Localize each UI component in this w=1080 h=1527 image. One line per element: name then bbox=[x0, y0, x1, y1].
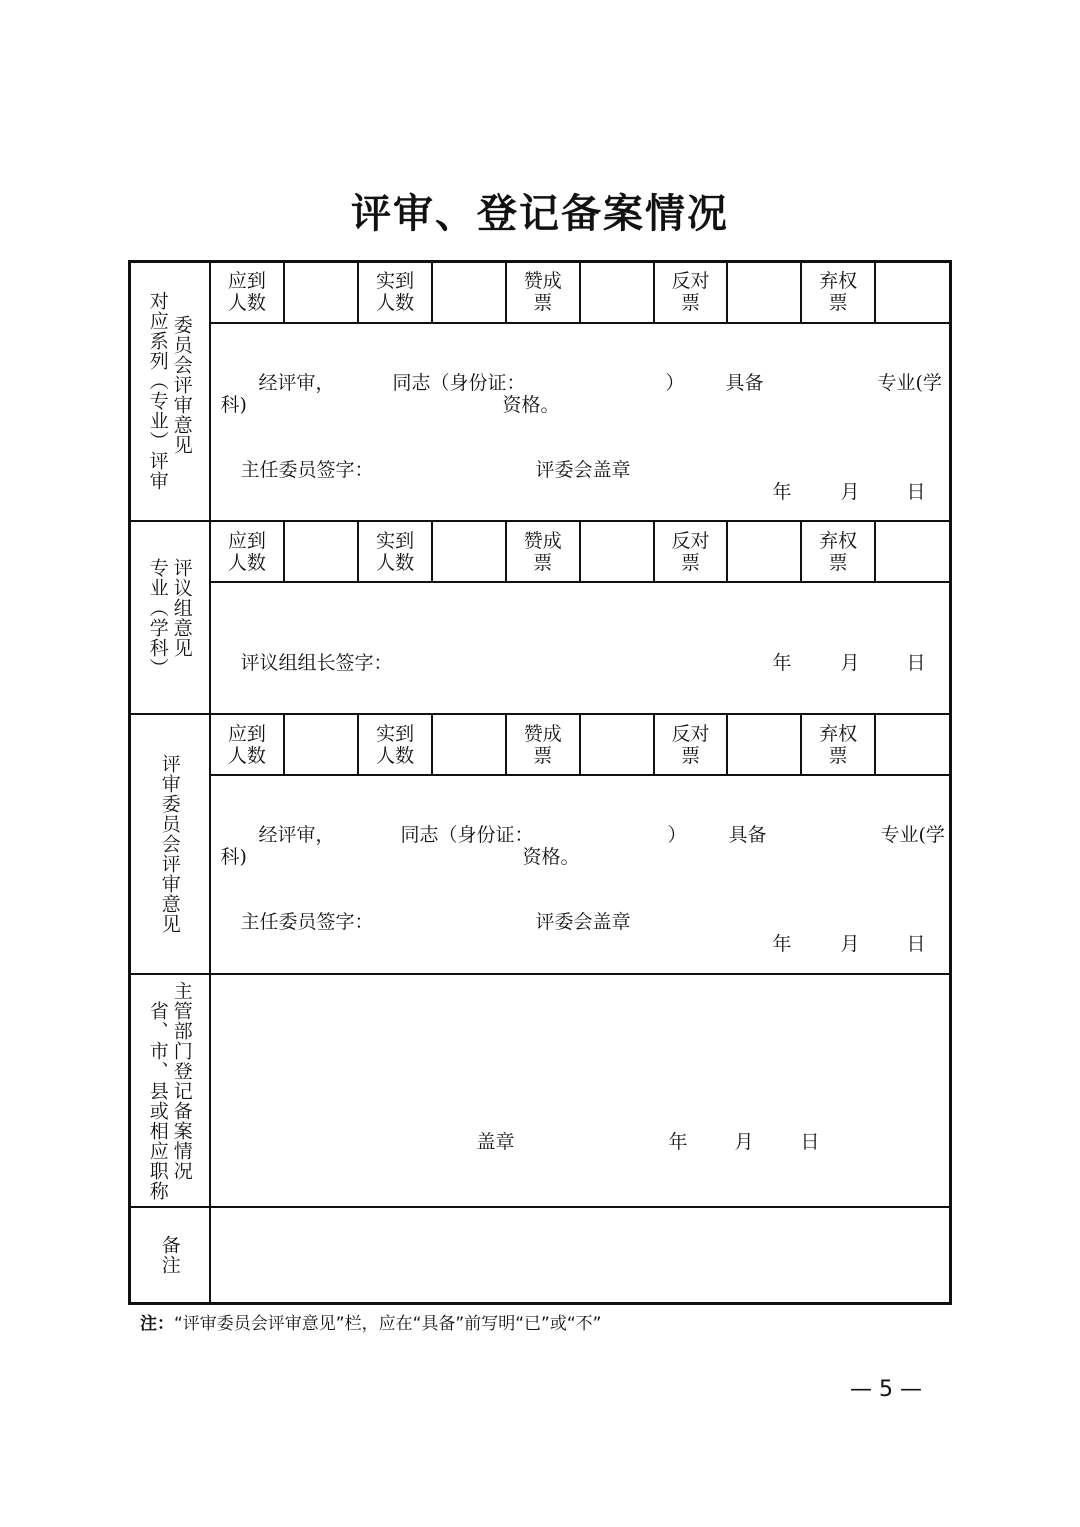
footnote: 注：“评审委员会评审意见”栏，应在“具备”前写明“已”或“不” bbox=[140, 1314, 602, 1334]
approve-count-cell-3[interactable] bbox=[580, 715, 654, 774]
section1-label-a: 对应系列（专业）评审 bbox=[146, 291, 169, 492]
section4-label bbox=[130, 974, 210, 1207]
vote-row-1: 应到 人数 实到 人数 赞成 票 反对 票 弃权 票 bbox=[211, 263, 950, 322]
oppose-count-cell-1[interactable] bbox=[727, 263, 801, 322]
abstain-count-cell-3[interactable] bbox=[875, 715, 949, 774]
actual-count-cell-1[interactable] bbox=[432, 263, 506, 322]
abstain-count-cell-2[interactable] bbox=[875, 522, 949, 581]
section4-label-b: 主管部门登记备案情况 bbox=[170, 980, 193, 1181]
actual-count-cell-3[interactable] bbox=[432, 715, 506, 774]
section1-label bbox=[130, 262, 210, 521]
vote-row-3: 应到 人数 实到 人数 赞成 票 反对 票 弃权 票 bbox=[211, 715, 950, 774]
section2-label-a: 专业（学科） bbox=[146, 557, 169, 678]
expected-count-cell-2[interactable] bbox=[284, 522, 358, 581]
abstain-count-cell-1[interactable] bbox=[875, 263, 949, 322]
page-title: 评审、登记备案情况 bbox=[351, 190, 729, 237]
oppose-count-cell-3[interactable] bbox=[727, 715, 801, 774]
section1-label-b: 委员会评审意见 bbox=[170, 315, 193, 456]
section2-label-b: 评议组意见 bbox=[170, 557, 193, 658]
registration-record[interactable]: 盖章 年 月 日 bbox=[210, 974, 951, 1207]
committee-opinion-2[interactable]: 经评审， 同志（身份证： ） 具备 专业(学 科) 资格。 主任委员签字： 评委会盖章 年 月 日 bbox=[210, 775, 951, 973]
section2-label bbox=[130, 521, 210, 714]
section3-label-text: 评审委员会评审意见 bbox=[158, 754, 181, 935]
remarks-field[interactable] bbox=[210, 1207, 951, 1303]
approve-count-cell-1[interactable] bbox=[580, 263, 654, 322]
oppose-count-cell-2[interactable] bbox=[727, 522, 801, 581]
section3-label bbox=[130, 714, 210, 973]
actual-count-cell-2[interactable] bbox=[432, 522, 506, 581]
remarks-label: 备注 bbox=[158, 1235, 181, 1276]
committee-opinion-1[interactable]: 经评审， 同志（身份证： ） 具备 专业(学 科) 资格。 主任委员签字： 评委会盖章 年 月 日 bbox=[210, 323, 951, 521]
approve-count-cell-2[interactable] bbox=[580, 522, 654, 581]
expected-count-cell-1[interactable] bbox=[284, 263, 358, 322]
group-opinion[interactable]: 评议组组长签字： 年 月 日 bbox=[210, 582, 951, 714]
record-table bbox=[128, 260, 952, 1305]
vote-row-2: 应到 人数 实到 人数 赞成 票 反对 票 弃权 票 bbox=[211, 522, 950, 581]
section5-label bbox=[130, 1207, 210, 1303]
expected-count-cell-3[interactable] bbox=[284, 715, 358, 774]
section4-label-a: 省、市、县或相应职称 bbox=[146, 1000, 169, 1201]
page-number: — 5 — bbox=[850, 1377, 922, 1402]
